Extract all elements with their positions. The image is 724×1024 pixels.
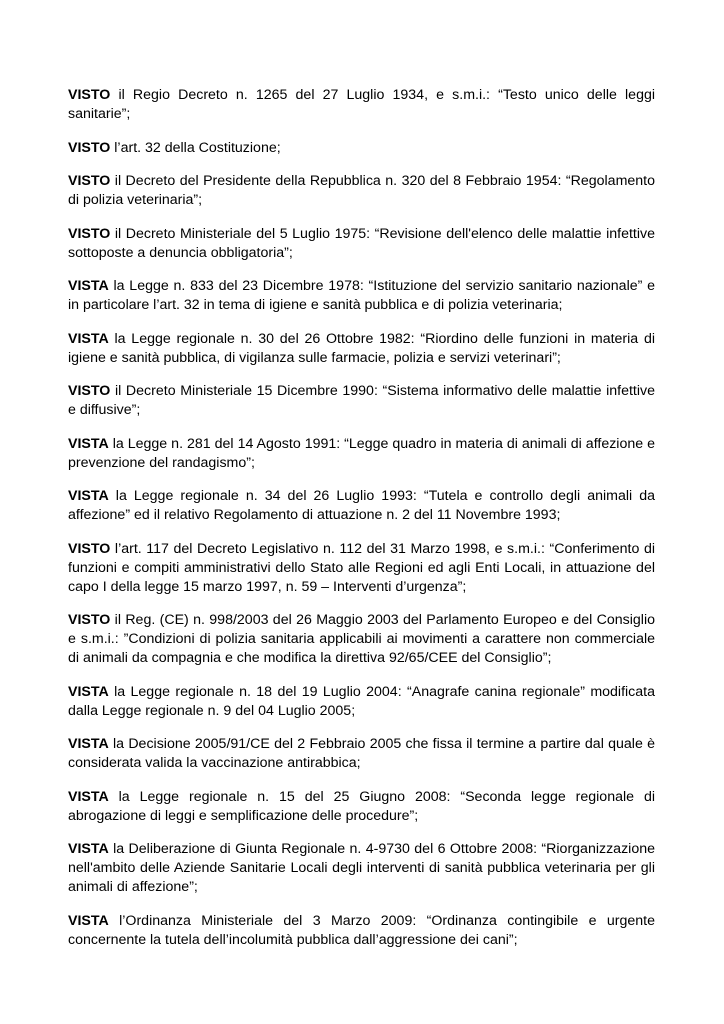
paragraph-keyword: VISTA — [68, 736, 109, 752]
paragraph-text: la Legge regionale n. 30 del 26 Ottobre 1982: “Riordino delle funzioni in materia di igiene e sanità pubblica, di vigilanza sulle farmacie, polizia e servizi veterinari”; — [68, 330, 655, 366]
paragraph-keyword: VISTA — [68, 912, 109, 929]
document-body — [68, 86, 655, 964]
paragraph-text: l’Ordinanza Ministeriale del 3 Marzo 2009: “Ordinanza contingibile e urgente concernente la tutela dell’incolumità pubblica dall’aggressione dei cani”; — [68, 912, 655, 948]
paragraph — [68, 540, 655, 597]
paragraph — [68, 277, 655, 315]
paragraph — [68, 788, 655, 826]
paragraph-keyword: VISTO — [68, 173, 111, 189]
paragraph — [68, 435, 655, 473]
paragraph-keyword: VISTO — [68, 383, 111, 399]
paragraph — [68, 139, 655, 158]
paragraph — [68, 840, 655, 897]
paragraph-text: il Decreto del Presidente della Repubblica n. 320 del 8 Febbraio 1954: “Regolamento di polizia veterinaria”; — [68, 173, 655, 208]
paragraph-keyword: VISTA — [68, 841, 109, 857]
paragraph-keyword: VISTO — [68, 540, 111, 557]
paragraph-text: la Legge n. 833 del 23 Dicembre 1978: “Istituzione del servizio sanitario nazionale” e in particolare l’art. 32 in tema di igiene e sanità pubblica e di polizia veterinaria; — [68, 278, 655, 313]
paragraph-keyword: VISTA — [68, 683, 109, 700]
paragraph-text: la Legge regionale n. 34 del 26 Luglio 1993: “Tutela e controllo degli animali da affezione” ed il relativo Regolamento di attuazione n. 2 del 11 Novembre 1993; — [68, 488, 655, 523]
paragraph-keyword: VISTO — [68, 87, 111, 103]
paragraph-keyword: VISTO — [68, 139, 111, 156]
paragraph-text: il Regio Decreto n. 1265 del 27 Luglio 1934, e s.m.i.: “Testo unico delle leggi sanitarie”; — [68, 87, 655, 122]
paragraph — [68, 735, 655, 773]
paragraph-keyword: VISTA — [68, 435, 109, 452]
paragraph-keyword: VISTA — [68, 488, 109, 504]
paragraph-keyword: VISTA — [68, 330, 109, 347]
paragraph — [68, 172, 655, 210]
paragraph-keyword: VISTA — [68, 278, 109, 294]
paragraph — [68, 912, 655, 950]
paragraph-text: la Decisione 2005/91/CE del 2 Febbraio 2005 che fissa il termine a partire dal quale è considerata valida la vaccinazione antirabbica; — [68, 736, 655, 771]
paragraph — [68, 225, 655, 263]
paragraph — [68, 86, 655, 124]
paragraph-text: l’art. 32 della Costituzione; — [110, 139, 281, 156]
paragraph-text: il Reg. (CE) n. 998/2003 del 26 Maggio 2003 del Parlamento Europeo e del Consiglio e s.m.i.: ”Condizioni di polizia sanitaria applicabili ai movimenti a carattere non commerciale di animali da compagnia e che modifica la direttiva 92/65/CEE del Consiglio”; — [68, 612, 655, 666]
paragraph-keyword: VISTA — [68, 788, 109, 805]
paragraph-text: la Legge regionale n. 18 del 19 Luglio 2004: “Anagrafe canina regionale” modificata dalla Legge regionale n. 9 del 04 Luglio 2005; — [68, 683, 655, 719]
paragraph — [68, 487, 655, 525]
paragraph — [68, 382, 655, 420]
paragraph-text: il Decreto Ministeriale del 5 Luglio 1975: “Revisione dell'elenco delle malattie infettive sottoposte a denuncia obbligatoria”; — [68, 225, 655, 261]
paragraph-text: il Decreto Ministeriale 15 Dicembre 1990: “Sistema informativo delle malattie infettive e diffusive”; — [68, 383, 655, 418]
paragraph-text: la Deliberazione di Giunta Regionale n. 4-9730 del 6 Ottobre 2008: “Riorganizzazione nell'ambito delle Aziende Sanitarie Locali degli interventi di sanità pubblica veterinaria per gli animali di affezione”; — [68, 841, 655, 895]
paragraph-text: la Legge regionale n. 15 del 25 Giugno 2008: “Seconda legge regionale di abrogazione di leggi e semplificazione delle procedure”; — [68, 788, 655, 824]
paragraph-text: l’art. 117 del Decreto Legislativo n. 112 del 31 Marzo 1998, e s.m.i.: “Conferimento di funzioni e compiti amministrativi dello Stato alle Regioni ed agli Enti Locali, in attuazione del capo I della legge 15 marzo 1997, n. 59 – Interventi d’urgenza”; — [68, 540, 655, 595]
paragraph-keyword: VISTO — [68, 225, 111, 242]
paragraph — [68, 330, 655, 368]
paragraph-text: la Legge n. 281 del 14 Agosto 1991: “Legge quadro in materia di animali di affezione e prevenzione del randagismo”; — [68, 435, 655, 471]
paragraph — [68, 683, 655, 721]
paragraph — [68, 611, 655, 668]
paragraph-keyword: VISTO — [68, 612, 111, 628]
